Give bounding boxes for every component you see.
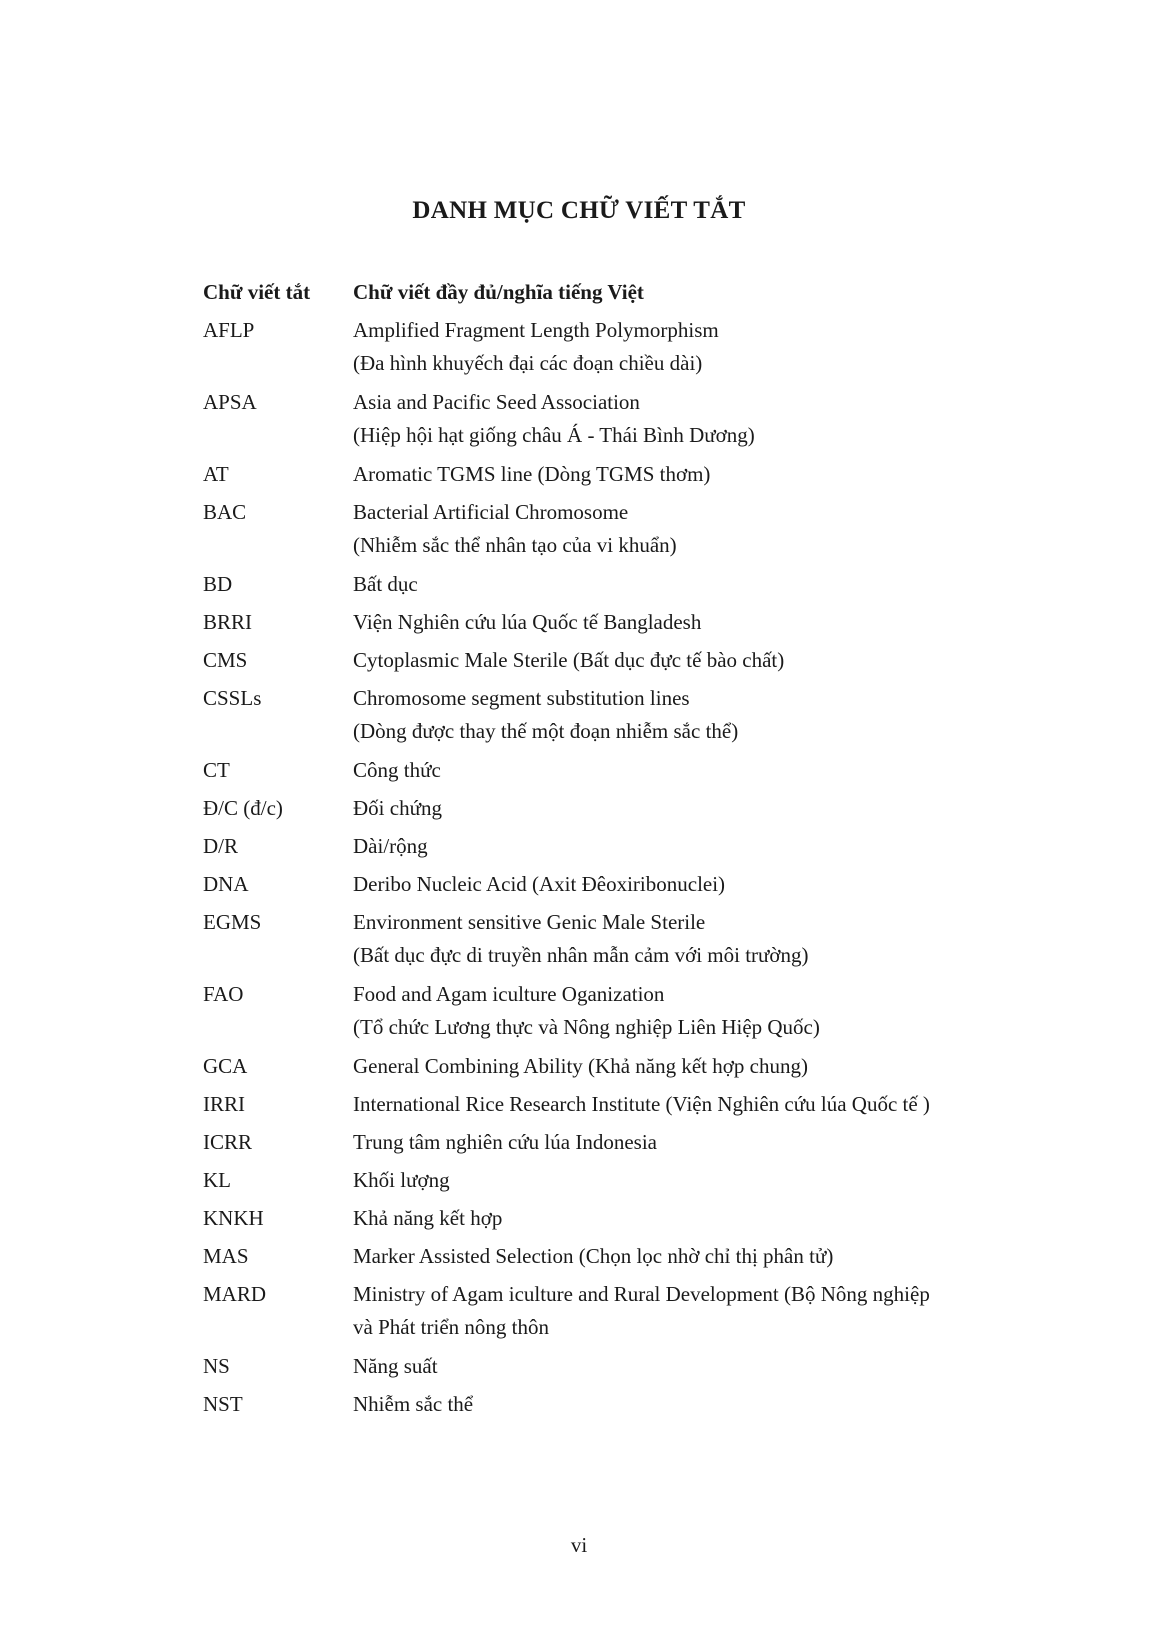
abbreviation: NS bbox=[203, 1354, 230, 1378]
meaning-line: International Rice Research Institute (Viện Nghiên cứu lúa Quốc tế ) bbox=[353, 1092, 930, 1116]
abbreviation: BRRI bbox=[203, 610, 253, 634]
meaning-line: Khả năng kết hợp bbox=[353, 1206, 503, 1230]
meaning-line: Đối chứng bbox=[353, 796, 442, 820]
meaning-line: Nhiễm sắc thể bbox=[353, 1392, 474, 1416]
abbreviation: MAS bbox=[203, 1244, 249, 1268]
abbreviation: CMS bbox=[203, 648, 248, 672]
meaning-line: Food and Agam iculture Oganization bbox=[353, 982, 665, 1006]
abbreviation: D/R bbox=[203, 834, 239, 858]
meaning-line: Cytoplasmic Male Sterile (Bất dục đực tế bào chất) bbox=[353, 648, 785, 672]
meaning-line: Deribo Nucleic Acid (Axit Đêoxiribonuclei) bbox=[353, 872, 726, 896]
abbreviation-row bbox=[203, 906, 1023, 978]
meaning-line: Environment sensitive Genic Male Sterile bbox=[353, 910, 706, 934]
page-number: vi bbox=[570, 1533, 588, 1557]
abbreviation-row bbox=[203, 1388, 1023, 1426]
abbreviation: AFLP bbox=[203, 318, 255, 342]
abbreviation: BAC bbox=[203, 500, 247, 524]
abbreviation-row bbox=[203, 1240, 1023, 1278]
abbreviation-row bbox=[203, 1050, 1023, 1088]
abbreviation-row bbox=[203, 1278, 1023, 1350]
abbreviation-list bbox=[203, 276, 1023, 1426]
meaning-line: Bacterial Artificial Chromosome bbox=[353, 500, 629, 524]
page-title: DANH MỤC CHỮ VIẾT TẮT bbox=[412, 197, 746, 224]
abbreviation: FAO bbox=[203, 982, 244, 1006]
header-abbreviation: Chữ viết tắt bbox=[203, 280, 311, 304]
meaning-line: Công thức bbox=[353, 758, 441, 782]
meaning-line: Năng suất bbox=[353, 1354, 438, 1378]
meaning-line: (Nhiễm sắc thể nhân tạo của vi khuẩn) bbox=[353, 533, 677, 557]
abbreviation-row bbox=[203, 792, 1023, 830]
abbreviation-row bbox=[203, 1350, 1023, 1388]
abbreviation: IRRI bbox=[203, 1092, 245, 1116]
abbreviation: NST bbox=[203, 1392, 243, 1416]
abbreviation-row bbox=[203, 568, 1023, 606]
abbreviation-row bbox=[203, 682, 1023, 754]
abbreviation: KL bbox=[203, 1168, 231, 1192]
abbreviation-row bbox=[203, 644, 1023, 682]
abbreviation-row bbox=[203, 1202, 1023, 1240]
meaning-line: (Hiệp hội hạt giống châu Á - Thái Bình Dương) bbox=[353, 423, 755, 447]
meaning-line: Amplified Fragment Length Polymorphism bbox=[353, 318, 719, 342]
abbreviation: CT bbox=[203, 758, 230, 782]
abbreviation-row bbox=[203, 314, 1023, 386]
header-meaning: Chữ viết đầy đủ/nghĩa tiếng Việt bbox=[353, 280, 644, 304]
meaning-line: Asia and Pacific Seed Association bbox=[353, 390, 640, 414]
meaning-line: Aromatic TGMS line (Dòng TGMS thơm) bbox=[353, 462, 711, 486]
abbreviation-row bbox=[203, 754, 1023, 792]
meaning-line: (Dòng được thay thế một đoạn nhiễm sắc thể) bbox=[353, 719, 739, 743]
meaning-line: Khối lượng bbox=[353, 1168, 450, 1192]
meaning-line: Ministry of Agam iculture and Rural Development (Bộ Nông nghiệp bbox=[353, 1282, 930, 1306]
meaning-line: Dài/rộng bbox=[353, 834, 428, 858]
abbreviation: APSA bbox=[203, 390, 257, 414]
abbreviation: ICRR bbox=[203, 1130, 253, 1154]
abbreviation: GCA bbox=[203, 1054, 248, 1078]
meaning-line: và Phát triển nông thôn bbox=[353, 1315, 549, 1339]
meaning-line: (Tổ chức Lương thực và Nông nghiệp Liên Hiệp Quốc) bbox=[353, 1015, 820, 1039]
abbreviation: AT bbox=[203, 462, 229, 486]
abbreviation: BD bbox=[203, 572, 233, 596]
abbreviation: CSSLs bbox=[203, 686, 262, 710]
abbreviation: MARD bbox=[203, 1282, 267, 1306]
abbreviation-header-row bbox=[203, 276, 1023, 314]
meaning-line: Bất dục bbox=[353, 572, 418, 596]
abbreviation-row bbox=[203, 978, 1023, 1050]
abbreviation: Đ/C (đ/c) bbox=[203, 796, 283, 820]
abbreviation-row bbox=[203, 496, 1023, 568]
abbreviation-row bbox=[203, 458, 1023, 496]
abbreviation-row bbox=[203, 830, 1023, 868]
abbreviation-row bbox=[203, 1088, 1023, 1126]
meaning-line: (Đa hình khuyếch đại các đoạn chiều dài) bbox=[353, 351, 703, 375]
abbreviation-row bbox=[203, 606, 1023, 644]
meaning-line: Marker Assisted Selection (Chọn lọc nhờ chỉ thị phân tử) bbox=[353, 1244, 834, 1268]
meaning-line: (Bất dục đực di truyền nhân mẫn cảm với môi trường) bbox=[353, 943, 809, 967]
meaning-line: General Combining Ability (Khả năng kết hợp chung) bbox=[353, 1054, 808, 1078]
meaning-line: Viện Nghiên cứu lúa Quốc tế Bangladesh bbox=[353, 610, 702, 634]
abbreviation-row bbox=[203, 1126, 1023, 1164]
meaning-line: Chromosome segment substitution lines bbox=[353, 686, 690, 710]
abbreviation-row bbox=[203, 1164, 1023, 1202]
abbreviation: DNA bbox=[203, 872, 249, 896]
abbreviation-row bbox=[203, 868, 1023, 906]
abbreviation: EGMS bbox=[203, 910, 262, 934]
abbreviation: KNKH bbox=[203, 1206, 264, 1230]
abbreviation-row bbox=[203, 386, 1023, 458]
meaning-line: Trung tâm nghiên cứu lúa Indonesia bbox=[353, 1130, 657, 1154]
